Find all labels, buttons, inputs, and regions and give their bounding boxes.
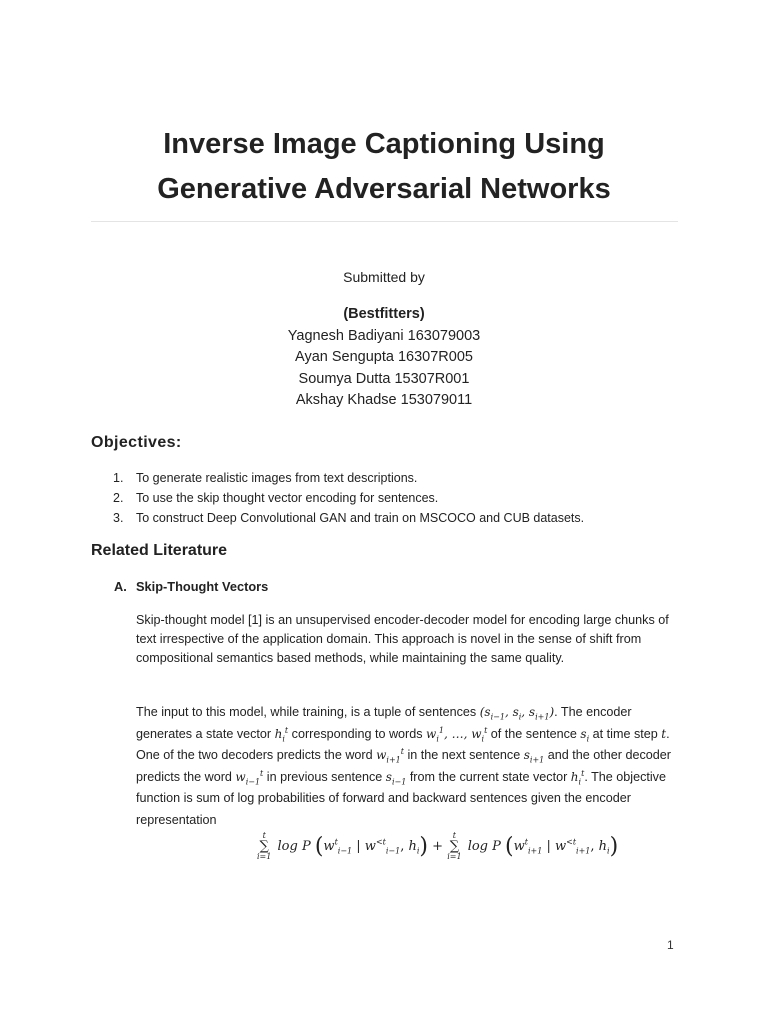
author-line: Akshay Khadse 153079011 bbox=[295, 392, 473, 408]
list-item bbox=[91, 488, 584, 508]
text-run: . The encoder generates a state vector bbox=[136, 705, 632, 741]
math-sentence-tuple: ($s_{i-1}$, $s_i$, $s_{i+1}$) bbox=[479, 705, 555, 722]
submitted-by: Submitted by bbox=[343, 269, 425, 285]
math-prev-sentence: $s_{i-1}$ bbox=[385, 769, 407, 786]
literature-heading: Related Literature bbox=[91, 542, 228, 559]
paragraph-2 bbox=[136, 702, 681, 831]
list-text: To construct Deep Convolutional GAN and train on MSCOCO and CUB datasets. bbox=[136, 511, 585, 525]
list-text: To use the skip thought vector encoding for sentences. bbox=[136, 491, 439, 505]
subsection-title: Skip-Thought Vectors bbox=[136, 579, 269, 594]
text-run: in the next sentence bbox=[407, 748, 521, 762]
title-divider bbox=[91, 221, 678, 222]
math-prev-word: $w_{i-1}^t$ bbox=[235, 768, 264, 786]
text-run: from the current state vector bbox=[409, 769, 568, 784]
text-run: corresponding to words bbox=[291, 726, 423, 741]
title-line-2: Generative Adversarial Networks bbox=[157, 173, 611, 205]
math-next-word: $w_{i+1}^t$ bbox=[376, 747, 404, 765]
summation: t ∑ i=1 bbox=[257, 831, 272, 861]
subsection-label: A. bbox=[114, 579, 127, 594]
text-run: . The objective function is sum of log probabilities of forward and backward sentences given the encoder representation bbox=[136, 769, 666, 827]
list-number: 3. bbox=[113, 511, 124, 525]
page-number: 1 bbox=[667, 938, 674, 952]
author-line: Yagnesh Badiyani 163079003 bbox=[287, 327, 481, 344]
author-line: Soumya Dutta 15307R001 bbox=[298, 370, 470, 387]
list-number: 1. bbox=[113, 471, 124, 485]
text-run: of the sentence bbox=[490, 726, 577, 741]
objectives-list bbox=[91, 468, 584, 528]
text-run: in previous sentence bbox=[266, 769, 383, 784]
math-next-sentence: $s_{i+1}$ bbox=[523, 748, 545, 765]
summation: t ∑ i=1 bbox=[447, 831, 462, 861]
text-run: and the other decoder predicts the word bbox=[136, 748, 671, 784]
list-item bbox=[91, 508, 584, 528]
math-sentence: $s_i$ bbox=[580, 726, 590, 743]
title-line-1: Inverse Image Captioning Using bbox=[163, 128, 605, 160]
paragraph-1: Skip-thought model [1] is an unsupervised encoder-decoder model for encoding large chunks of text irrespective of the application domain. This approach is novel in the sense of shift from compositional semantics based methods, while maintaining the same quality. bbox=[136, 613, 669, 666]
team-name: (Bestfitters) bbox=[343, 306, 425, 322]
list-number: 2. bbox=[113, 491, 124, 505]
paper-title bbox=[0, 122, 768, 212]
text-run: . One of the two decoders predicts the word bbox=[136, 726, 670, 762]
math-state-vector: $h_i^t$ bbox=[570, 768, 585, 786]
text-run: The input to this model, while training, is a tuple of sentences bbox=[136, 705, 477, 719]
subsection-heading bbox=[114, 579, 268, 594]
math-words: $w_i^1$, …, $w_i^t$ bbox=[426, 725, 488, 743]
math-time: t bbox=[661, 726, 667, 741]
objectives-heading: Objectives: bbox=[91, 434, 182, 451]
math-state-vector: $h_i^t$ bbox=[274, 725, 289, 743]
objective-equation: t ∑ i=1 log P ($w^t_{i-1}$ | $w^{<t}_{i-1}$, $h_i$) + t ∑ i=1 log P ($w^t_{i+1}$ | $w^{<t}_{i+1}$, $h_i$) bbox=[257, 831, 619, 861]
text-run: at time step bbox=[592, 726, 658, 741]
list-text: To generate realistic images from text descriptions. bbox=[136, 471, 418, 485]
author-block bbox=[0, 304, 768, 412]
list-item bbox=[91, 468, 584, 488]
author-line: Ayan Sengupta 16307R005 bbox=[295, 349, 473, 365]
